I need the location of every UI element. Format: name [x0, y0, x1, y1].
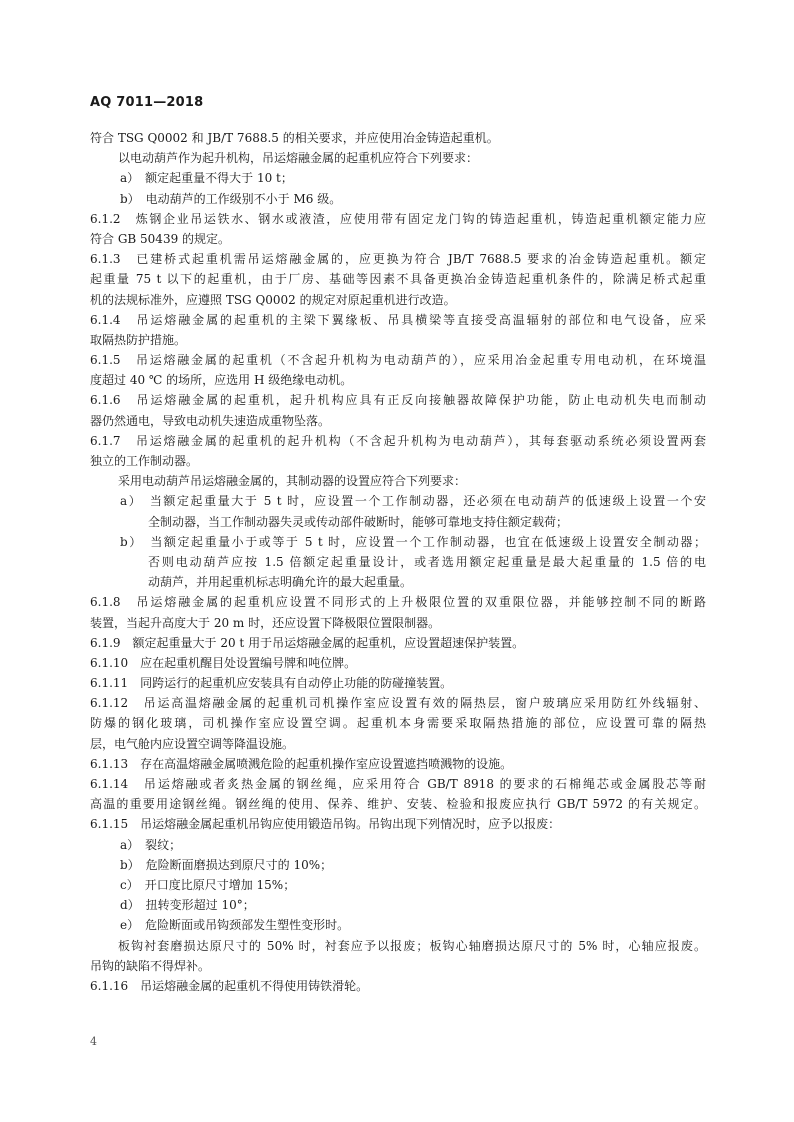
- text-line: 动葫芦，并用起重机标志明确允许的最大起重量。: [148, 575, 413, 590]
- text-line: 6.1.7 吊运熔融金属的起重机的起升机构（不含起升机构为电动葫芦），其每套驱动系统必须设置两套: [90, 433, 706, 448]
- text-line: 6.1.11 同跨运行的起重机应安装具有自动停止功能的防碰撞装置。: [90, 676, 453, 691]
- text-line: 6.1.3 已建桥式起重机需吊运熔融金属的，应更换为符合 JB/T 7688.5 要求的冶金铸造起重机。额定: [90, 252, 706, 267]
- text-line: 6.1.15 吊运熔融金属起重机吊钩应使用锻造吊钩。吊钩出现下列情况时，应予以报废：: [90, 817, 561, 832]
- text-line: 器仍然通电，导致电动机失速造成重物坠落。: [90, 413, 331, 428]
- document-body: [90, 128, 706, 996]
- text-line: 6.1.10 应在起重机醒目处设置编号牌和吨位牌。: [90, 655, 357, 670]
- text-line: 符合 TSG Q0002 和 JB/T 7688.5 的相关要求，并应使用冶金铸造起重机。: [90, 131, 499, 145]
- text-line: 吊钩的缺陷不得焊补。: [90, 958, 211, 973]
- text-line: 防爆的钢化玻璃，司机操作室应设置空调。起重机本身需要采取隔热措施的部位，应设置可靠的隔热: [90, 716, 706, 731]
- text-line: 6.1.13 存在高温熔融金属喷溅危险的起重机操作室应设置遮挡喷溅物的设施。: [90, 756, 513, 771]
- text-line: e） 危险断面或吊钩颈部发生塑性变形时。: [120, 918, 350, 933]
- text-line: a） 裂纹；: [120, 837, 182, 852]
- text-line: 机的法规标准外，应遵照 TSG Q0002 的规定对原起重机进行改造。: [90, 292, 456, 307]
- text-line: 起重量 75 t 以下的起重机，由于厂房、基础等因素不具备更换冶金铸造起重机条件的，除满足桥式起重: [90, 272, 706, 287]
- text-line: 6.1.5 吊运熔融金属的起重机（不含起升机构为电动葫芦的），应采用冶金起重专用电动机，在环境温: [90, 353, 706, 368]
- standard-code-header: AQ 7011—2018: [90, 95, 204, 110]
- text-line: 板钩衬套磨损达原尺寸的 50% 时，衬套应予以报废；板钩心轴磨损达原尺寸的 5% 时，心轴应报废。: [118, 938, 706, 953]
- text-line: 高温的重要用途钢丝绳。钢丝绳的使用、保养、维护、安装、检验和报废应执行 GB/T 5972 的有关规定。: [90, 797, 706, 812]
- text-line: 6.1.9 额定起重量大于 20 t 用于吊运熔融金属的起重机，应设置超速保护装置。: [90, 635, 525, 650]
- text-line: b） 电动葫芦的工作级别不小于 M6 级。: [120, 191, 342, 206]
- text-line: a） 额定起重量不得大于 10 t；: [120, 171, 293, 186]
- text-line: 全制动器，当工作制动器失灵或传动部件破断时，能够可靠地支持住额定载荷；: [148, 514, 569, 529]
- text-line: 6.1.2 炼钢企业吊运铁水、钢水或液渣，应使用带有固定龙门钩的铸造起重机，铸造起重机额定能力应: [90, 211, 706, 226]
- text-line: b） 当额定起重量小于或等于 5 t 时，应设置一个工作制动器，也宜在低速级上设置安全制动器；: [120, 534, 706, 549]
- text-line: 6.1.14 吊运熔融或者炙热金属的钢丝绳，应采用符合 GB/T 8918 的要求的石棉绳芯或金属股芯等耐: [90, 777, 706, 791]
- text-line: 层，电气舱内应设置空调等降温设施。: [90, 736, 295, 751]
- text-line: 6.1.4 吊运熔融金属的起重机的主梁下翼缘板、吊具横梁等直接受高温辐射的部位和电气设备，应采: [90, 312, 706, 327]
- text-line: 取隔热防护措施。: [90, 332, 187, 347]
- text-line: 以电动葫芦作为起升机构，吊运熔融金属的起重机应符合下列要求：: [118, 151, 479, 166]
- text-line: 符合 GB 50439 的规定。: [90, 231, 231, 246]
- text-line: 6.1.8 吊运熔融金属的起重机应设置不同形式的上升极限位置的双重限位器，并能够控制不同的断路: [90, 595, 706, 610]
- text-line: 6.1.6 吊运熔融金属的起重机，起升机构应具有正反向接触器故障保护功能，防止电动机失电而制动: [90, 393, 706, 408]
- text-line: 否则电动葫芦应按 1.5 倍额定起重量设计，或者选用额定起重量是最大起重量的 1.5 倍的电: [148, 554, 706, 569]
- text-line: 6.1.12 吊运高温熔融金属的起重机司机操作室应设置有效的隔热层，窗户玻璃应采用防红外线辐射、: [90, 696, 706, 711]
- text-line: 6.1.16 吊运熔融金属的起重机不得使用铸铁滑轮。: [90, 978, 369, 993]
- text-line: 装置，当起升高度大于 20 m 时，还应设置下降极限位置限制器。: [90, 615, 441, 630]
- text-line: 度超过 40 ℃ 的场所，应选用 H 级绝缘电动机。: [90, 373, 353, 388]
- text-line: 独立的工作制动器。: [90, 454, 199, 468]
- text-line: d） 扭转变形超过 10°；: [120, 898, 255, 913]
- text-line: b） 危险断面磨损达到原尺寸的 10%；: [120, 857, 333, 872]
- text-line: a） 当额定起重量大于 5 t 时，应设置一个工作制动器，还必须在电动葫芦的低速级上设置一个安: [120, 494, 706, 509]
- text-line: 采用电动葫芦吊运熔融金属的，其制动器的设置应符合下列要求：: [118, 474, 467, 489]
- page-number: 4: [90, 1035, 97, 1048]
- text-line: c） 开口度比原尺寸增加 15%；: [120, 877, 296, 892]
